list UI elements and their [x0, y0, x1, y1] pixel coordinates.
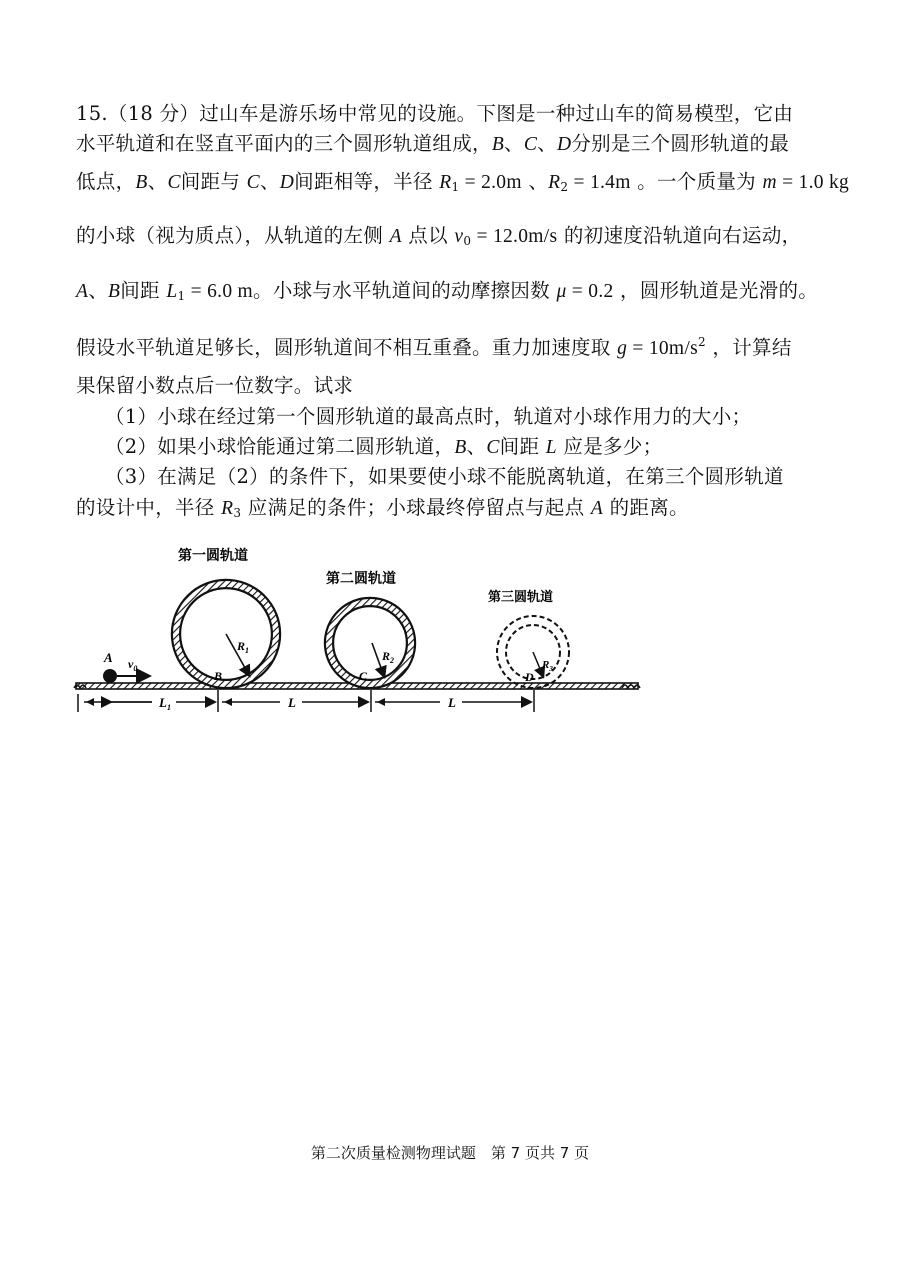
question-line-5: A、B间距 $L_1 = 6.0$ m。小球与水平轨道间的动摩擦因数 μ = 0.2 ，圆形轨道是光滑的。	[76, 279, 819, 303]
subquestion-3: （3）在满足（2）的条件下，如果要使小球不能脱离轨道，在第三个圆形轨道	[105, 465, 784, 488]
loop-2	[325, 598, 416, 689]
label-L-first: L	[288, 695, 296, 710]
loop-2-title: 第二圆轨道	[326, 571, 396, 587]
label-R1: $R_1$	[237, 639, 250, 655]
page-footer: 第二次质量检测物理试题 第 7 页共 7 页	[310, 1144, 590, 1162]
label-R2: $R_2$	[382, 649, 395, 665]
label-L1: $L_1$	[159, 695, 171, 712]
roller-coaster-diagram	[70, 530, 670, 730]
label-D: D	[525, 670, 534, 684]
loop-1	[172, 580, 281, 689]
label-R3: $R_3$	[542, 659, 553, 673]
loop-1-title: 第一圆轨道	[178, 548, 248, 564]
question-line-2: 水平轨道和在竖直平面内的三个圆形轨道组成，B、C、D分别是三个圆形轨道的最	[76, 132, 790, 155]
label-B: B	[214, 669, 223, 683]
label-L-second: L	[448, 695, 456, 710]
question-line-6: 假设水平轨道足够长，圆形轨道间不相互重叠。重力加速度取 $g = 10m/s^2$ ，计算结	[76, 335, 792, 359]
question-line-7: 果保留小数点后一位数字。试求	[76, 374, 354, 397]
question-line-4: 的小球（视为质点），从轨道的左侧 A 点以 $v_0 = 12.0m/s$ 的初速度沿轨道向右运动，	[76, 224, 802, 248]
label-C: C	[359, 669, 368, 683]
label-A: A	[104, 650, 113, 665]
ball	[103, 669, 117, 683]
dimension-lines	[78, 690, 534, 712]
question-line-1: 15.（18 分）过山车是游乐场中常见的设施。下图是一种过山车的简易模型，它由	[76, 102, 794, 125]
loop-3-title: 第三圆轨道	[488, 590, 554, 605]
label-v0: $v_0$	[128, 657, 138, 673]
subquestion-3-continued: 的设计中，半径 $R_3$ 应满足的条件；小球最终停留点与起点 A 的距离。	[76, 496, 689, 520]
question-line-3: 低点，B、C间距与 C、D间距相等，半径 $R_1 = 2.0m$ 、$R_2 = 1.4m$ 。一个质量为 m = 1.0 kg	[76, 170, 850, 194]
subquestion-1: （1）小球在经过第一个圆形轨道的最高点时，轨道对小球作用力的大小；	[105, 405, 752, 428]
subquestion-2: （2）如果小球恰能通过第二圆形轨道，B、C间距 L 应是多少；	[105, 435, 663, 458]
